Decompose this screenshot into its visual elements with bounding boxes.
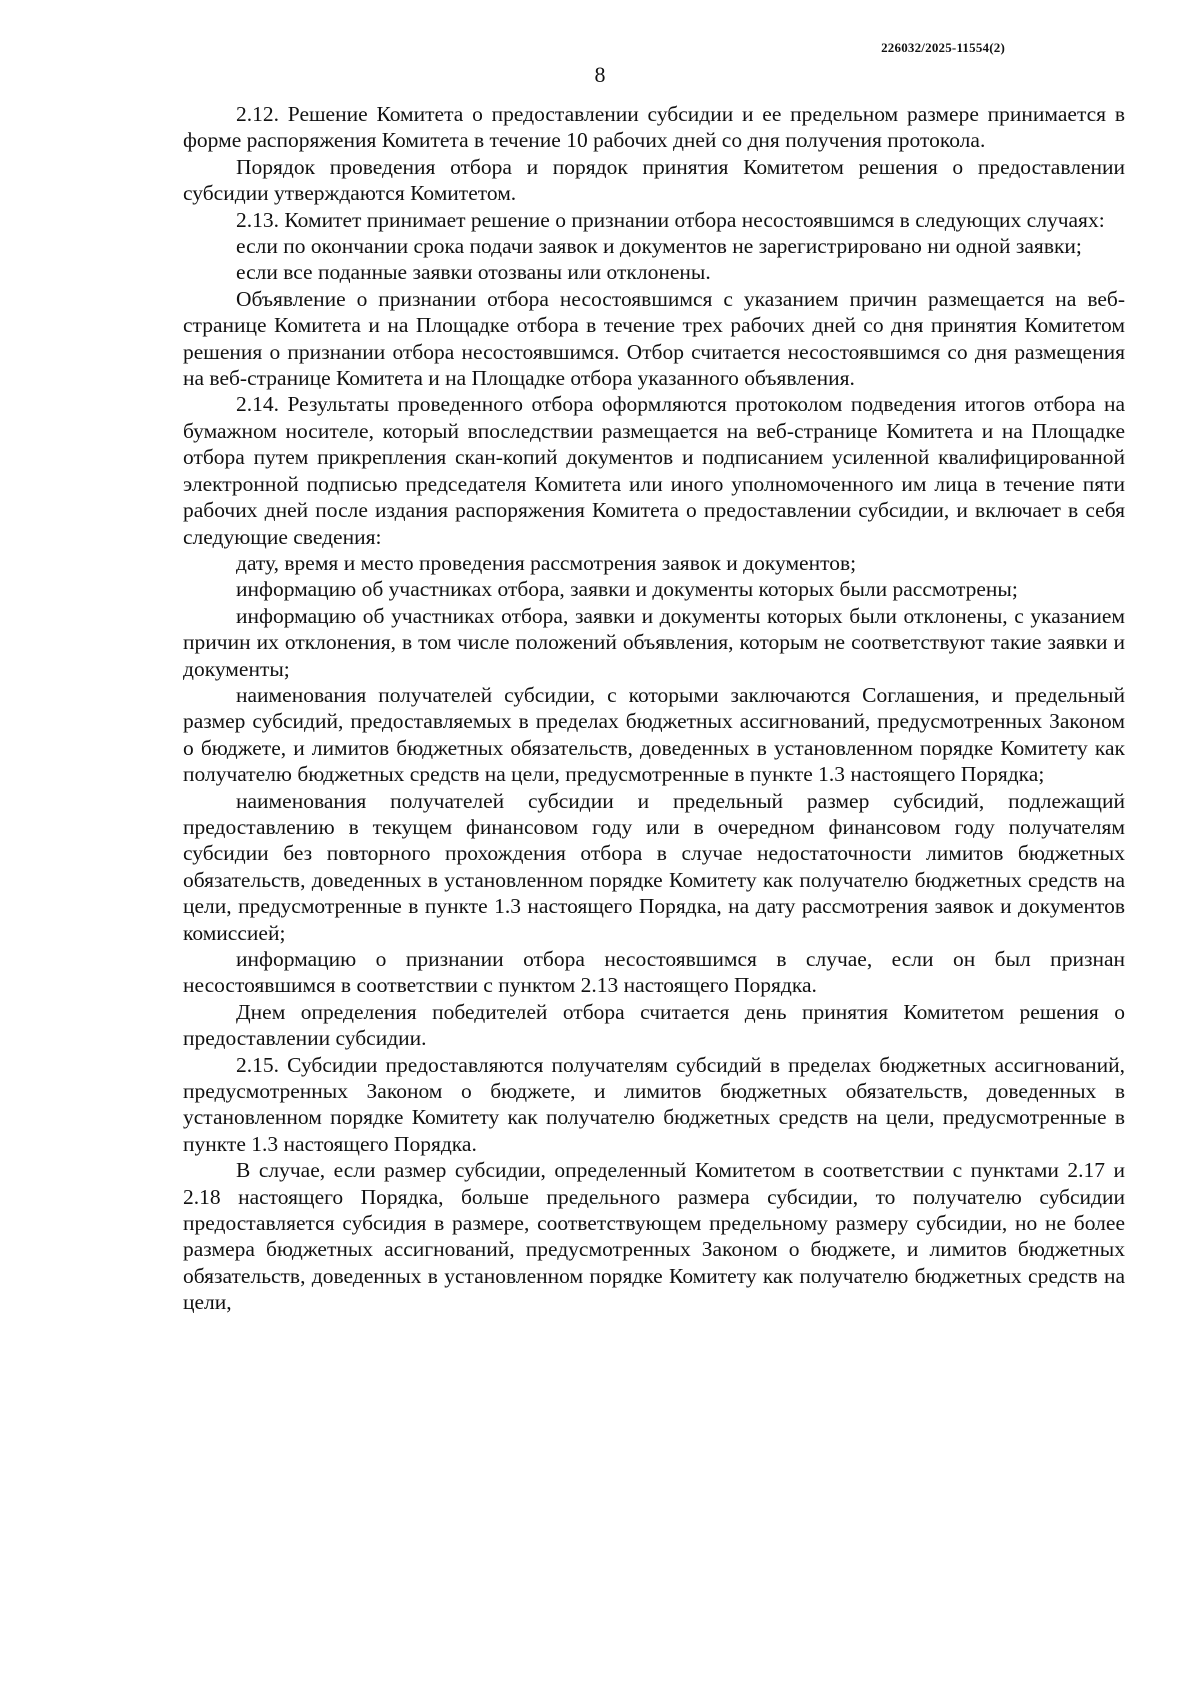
paragraph-2-13: 2.13. Комитет принимает решение о признании отбора несостоявшимся в следующих случаях: — [236, 207, 1105, 232]
list-item-failed-selection-info: информацию о признании отбора несостоявшимся в случае, если он был признан несостоявшимся в соответствии с пунктом 2.13 настоящего Порядка. — [183, 947, 1125, 998]
registration-number: 226032/2025-11554(2) — [881, 40, 1005, 55]
paragraph-subsidy-size-case: В случае, если размер субсидии, определенный Комитетом в соответствии с пунктами 2.17 и 2.18 настоящего Порядка, больше предельного размера субсидии, то получателю субсидии предоставляется субсидия в размере, соответствующем предельному размеру субсидии, но не более размера бюджетных ассигнований, предусмотренных Законом о бюджете, и лимитов бюджетных обязательств, доведенных в установленном порядке Комитету как получателю бюджетных средств на цели, — [183, 1158, 1125, 1315]
paragraph-no-applications: если по окончании срока подачи заявок и документов не зарегистрировано ни одной заявки; — [236, 234, 1082, 259]
paragraph-winners-date: Днем определения победителей отбора считается день принятия Комитетом решения о предоставлении субсидии. — [183, 999, 1125, 1051]
list-item-recipients-agreements: наименования получателей субсидии, с которыми заключаются Соглашения, и предельный размер субсидий, предоставляемых в пределах бюджетных ассигнований, предусмотренных Законом о бюджете, и лимитов бюджетных обязательств, доведенных в установленном порядке Комитету как получателю бюджетных средств на цели, предусмотренные в пункте 1.3 настоящего Порядка; — [183, 682, 1125, 787]
list-item-date-time-place: дату, время и место проведения рассмотрения заявок и документов; — [236, 550, 857, 575]
paragraph-2-14: 2.14. Результаты проведенного отбора оформляются протоколом подведения итогов отбора на бумажном носителе, который впоследствии размещается на веб-странице Комитета и на Площадке отбора путем прикрепления скан-копий документов и подписанием усиленной квалифицированной электронной подписью председателя Комитета или иного уполномоченного им лица в течение пяти рабочих дней после издания распоряжения Комитета о предоставлении субсидии, и включает в себя следующие сведения: — [183, 392, 1125, 549]
paragraph-selection-procedure: Порядок проведения отбора и порядок принятия Комитетом решения о предоставлении субсидии утверждаются Комитетом. — [183, 154, 1125, 206]
list-item-reviewed-participants: информацию об участниках отбора, заявки и документы которых были рассмотрены; — [236, 577, 1018, 602]
list-item-recipients-without-reselection: наименования получателей субсидии и предельный размер субсидий, подлежащий предоставлению в текущем финансовом году или в очередном финансовом году получателям субсидии без повторного прохождения отбора в случае недостаточности лимитов бюджетных обязательств, доведенных в установленном порядке Комитету как получателю бюджетных средств на цели, предусмотренные в пункте 1.3 настоящего Порядка, на дату рассмотрения заявок и документов комиссией; — [183, 788, 1125, 945]
paragraph-2-15: 2.15. Субсидии предоставляются получателям субсидий в пределах бюджетных ассигнований, предусмотренных Законом о бюджете, и лимитов бюджетных обязательств, доведенных в установленном порядке Комитету как получателю бюджетных средств на цели, предусмотренные в пункте 1.3 настоящего Порядка. — [183, 1052, 1125, 1156]
document-body — [183, 101, 1125, 1316]
paragraph-all-rejected: если все поданные заявки отозваны или отклонены. — [236, 260, 711, 285]
list-item-rejected-participants: информацию об участниках отбора, заявки и документы которых были отклонены, с указанием причин их отклонения, в том числе положений объявления, которым не соответствуют такие заявки и документы; — [183, 603, 1125, 681]
paragraph-failed-announcement: Объявление о признании отбора несостоявшимся с указанием причин размещается на веб-странице Комитета и на Площадке отбора в течение трех рабочих дней со дня принятия Комитетом решения о признании отбора несостоявшимся. Отбор считается несостоявшимся со дня размещения на веб-странице Комитета и на Площадке отбора указанного объявления. — [183, 286, 1125, 391]
paragraph-2-12: 2.12. Решение Комитета о предоставлении субсидии и ее предельном размере принимается в форме распоряжения Комитета в течение 10 рабочих дней со дня получения протокола. — [183, 102, 1125, 153]
page-number: 8 — [594, 62, 606, 87]
